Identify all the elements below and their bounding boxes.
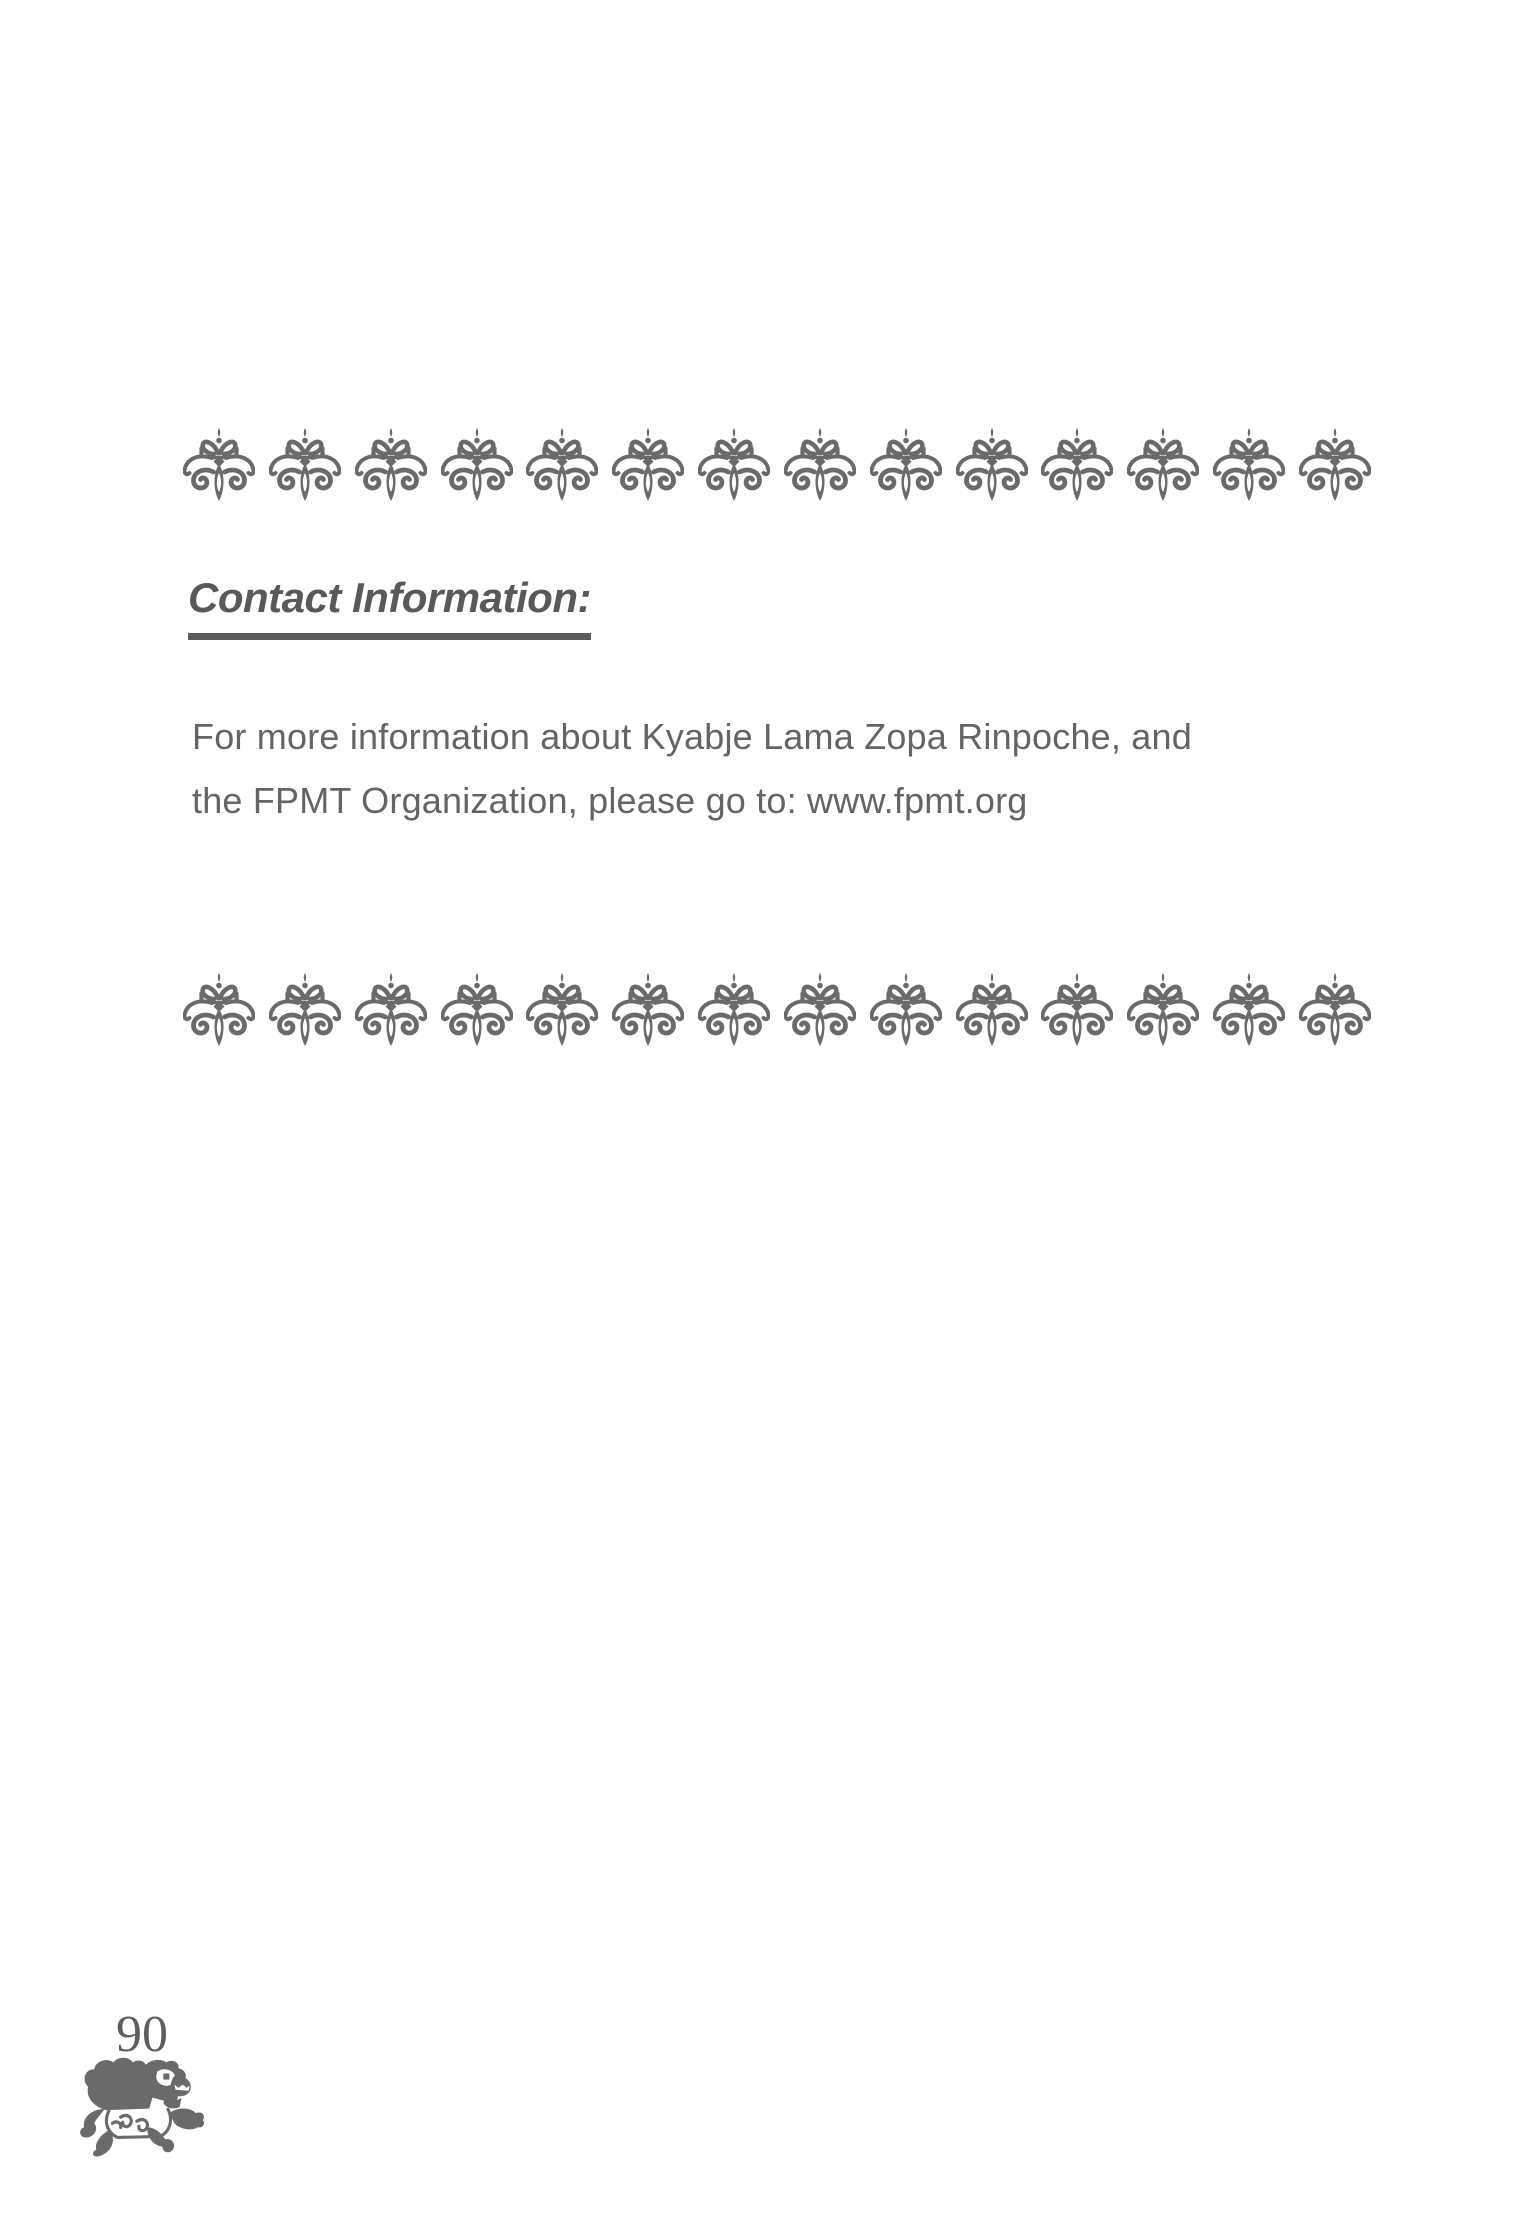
fleuron-icon [784, 426, 856, 506]
fleuron-icon [441, 426, 513, 506]
fleuron-icon [698, 971, 770, 1051]
fleuron-icon [1127, 426, 1199, 506]
fleuron-icon [183, 426, 255, 506]
ornament-border-top [183, 426, 1371, 506]
fleuron-icon [784, 971, 856, 1051]
fleuron-icon [355, 971, 427, 1051]
fleuron-icon [1041, 971, 1113, 1051]
fleuron-icon [698, 426, 770, 506]
fleuron-icon [870, 426, 942, 506]
page-number: 90 [116, 2006, 168, 2063]
fleuron-icon [870, 971, 942, 1051]
fleuron-icon [956, 426, 1028, 506]
fleuron-icon [612, 971, 684, 1051]
fleuron-icon [269, 971, 341, 1051]
fleuron-icon [1213, 971, 1285, 1051]
fleuron-icon [441, 971, 513, 1051]
fleuron-icon [526, 971, 598, 1051]
fleuron-icon [612, 426, 684, 506]
fleuron-icon [355, 426, 427, 506]
contact-paragraph [192, 705, 1372, 833]
fleuron-icon [1041, 426, 1113, 506]
snow-lion-illustration [76, 2056, 210, 2158]
paragraph-line-1: For more information about Kyabje Lama Zopa Rinpoche, and [192, 716, 1192, 757]
fleuron-icon [526, 426, 598, 506]
contact-information-heading: Contact Information: [188, 575, 591, 640]
fleuron-icon [1299, 426, 1371, 506]
fleuron-icon [1299, 971, 1371, 1051]
fleuron-icon [1127, 971, 1199, 1051]
paragraph-line-2: the FPMT Organization, please go to: www.fpmt.org [192, 780, 1028, 821]
ornament-border-bottom [183, 971, 1371, 1051]
fleuron-icon [269, 426, 341, 506]
fleuron-icon [956, 971, 1028, 1051]
fleuron-icon [1213, 426, 1285, 506]
fleuron-icon [183, 971, 255, 1051]
